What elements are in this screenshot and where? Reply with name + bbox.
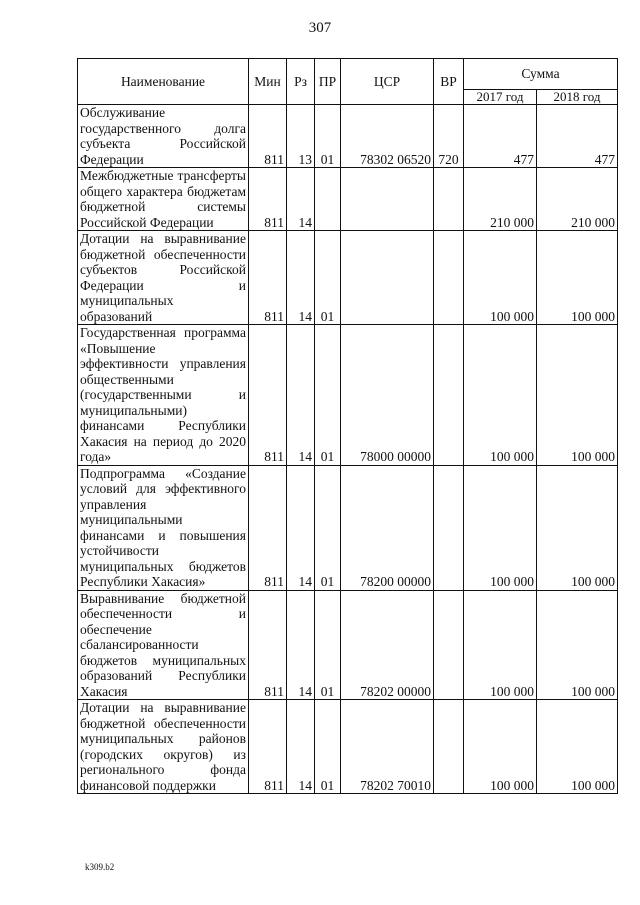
row-vr <box>434 168 464 231</box>
header-rz: Рз <box>287 59 315 105</box>
row-name: Межбюджетные трансферты общего характера бюджетам бюджетной системы Российской Федерации <box>78 168 249 231</box>
row-vr <box>434 700 464 794</box>
row-min: 811 <box>249 231 287 325</box>
row-2017: 100 000 <box>464 465 537 590</box>
header-row <box>78 59 618 90</box>
row-2018: 100 000 <box>537 325 618 466</box>
table-row <box>78 325 618 466</box>
table-row <box>78 590 618 700</box>
row-name: Обслуживание государственного долга субъекта Российской Федерации <box>78 105 249 168</box>
row-2017: 100 000 <box>464 325 537 466</box>
row-2017: 477 <box>464 105 537 168</box>
row-csr: 78202 00000 <box>341 590 434 700</box>
row-min: 811 <box>249 590 287 700</box>
table-row <box>78 105 618 168</box>
row-pr <box>315 168 341 231</box>
row-rz: 14 <box>287 168 315 231</box>
header-min: Мин <box>249 59 287 105</box>
row-name: Государственная программа «Повышение эффективности управления общественными (государственными и муниципальными) финансами Республики Хакасия на период до 2020 года» <box>78 325 249 466</box>
table-row <box>78 465 618 590</box>
row-csr: 78202 70010 <box>341 700 434 794</box>
row-vr <box>434 325 464 466</box>
row-min: 811 <box>249 168 287 231</box>
row-vr <box>434 465 464 590</box>
row-2017: 210 000 <box>464 168 537 231</box>
row-min: 811 <box>249 465 287 590</box>
row-name: Подпрограмма «Создание условий для эффективного управления муниципальными финансами и повышения устойчивости муниципальных бюджетов Республики Хакасия» <box>78 465 249 590</box>
row-pr: 01 <box>315 465 341 590</box>
row-2018: 100 000 <box>537 465 618 590</box>
row-min: 811 <box>249 105 287 168</box>
row-vr <box>434 590 464 700</box>
row-rz: 14 <box>287 590 315 700</box>
footer-code: k309.b2 <box>85 862 115 872</box>
row-csr: 78302 06520 <box>341 105 434 168</box>
row-vr <box>434 231 464 325</box>
header-2018: 2018 год <box>537 90 618 105</box>
table-row <box>78 168 618 231</box>
header-vr: ВР <box>434 59 464 105</box>
header-name: Наименование <box>78 59 249 105</box>
row-pr: 01 <box>315 590 341 700</box>
row-pr: 01 <box>315 231 341 325</box>
row-vr: 720 <box>434 105 464 168</box>
row-2018: 100 000 <box>537 590 618 700</box>
row-csr: 78000 00000 <box>341 325 434 466</box>
row-min: 811 <box>249 325 287 466</box>
row-pr: 01 <box>315 105 341 168</box>
row-csr: 78200 00000 <box>341 465 434 590</box>
row-2017: 100 000 <box>464 700 537 794</box>
row-2017: 100 000 <box>464 231 537 325</box>
row-2018: 100 000 <box>537 231 618 325</box>
table-row <box>78 700 618 794</box>
row-2018: 477 <box>537 105 618 168</box>
row-name: Выравнивание бюджетной обеспеченности и обеспечение сбалансированности бюджетов муниципальных образований Республики Хакасия <box>78 590 249 700</box>
header-pr: ПР <box>315 59 341 105</box>
row-rz: 14 <box>287 325 315 466</box>
row-pr: 01 <box>315 325 341 466</box>
header-2017: 2017 год <box>464 90 537 105</box>
row-rz: 14 <box>287 700 315 794</box>
table-row <box>78 231 618 325</box>
header-sum: Сумма <box>464 59 618 90</box>
row-2017: 100 000 <box>464 590 537 700</box>
row-csr <box>341 168 434 231</box>
row-min: 811 <box>249 700 287 794</box>
row-rz: 13 <box>287 105 315 168</box>
header-csr: ЦСР <box>341 59 434 105</box>
row-rz: 14 <box>287 465 315 590</box>
row-name: Дотации на выравнивание бюджетной обеспеченности субъектов Российской Федерации и муниципальных образований <box>78 231 249 325</box>
row-name: Дотации на выравнивание бюджетной обеспеченности муниципальных районов (городских округов) из регионального фонда финансовой поддержки <box>78 700 249 794</box>
page-number: 307 <box>308 20 332 36</box>
row-2018: 100 000 <box>537 700 618 794</box>
row-pr: 01 <box>315 700 341 794</box>
row-csr <box>341 231 434 325</box>
row-2018: 210 000 <box>537 168 618 231</box>
row-rz: 14 <box>287 231 315 325</box>
budget-table <box>77 58 618 794</box>
